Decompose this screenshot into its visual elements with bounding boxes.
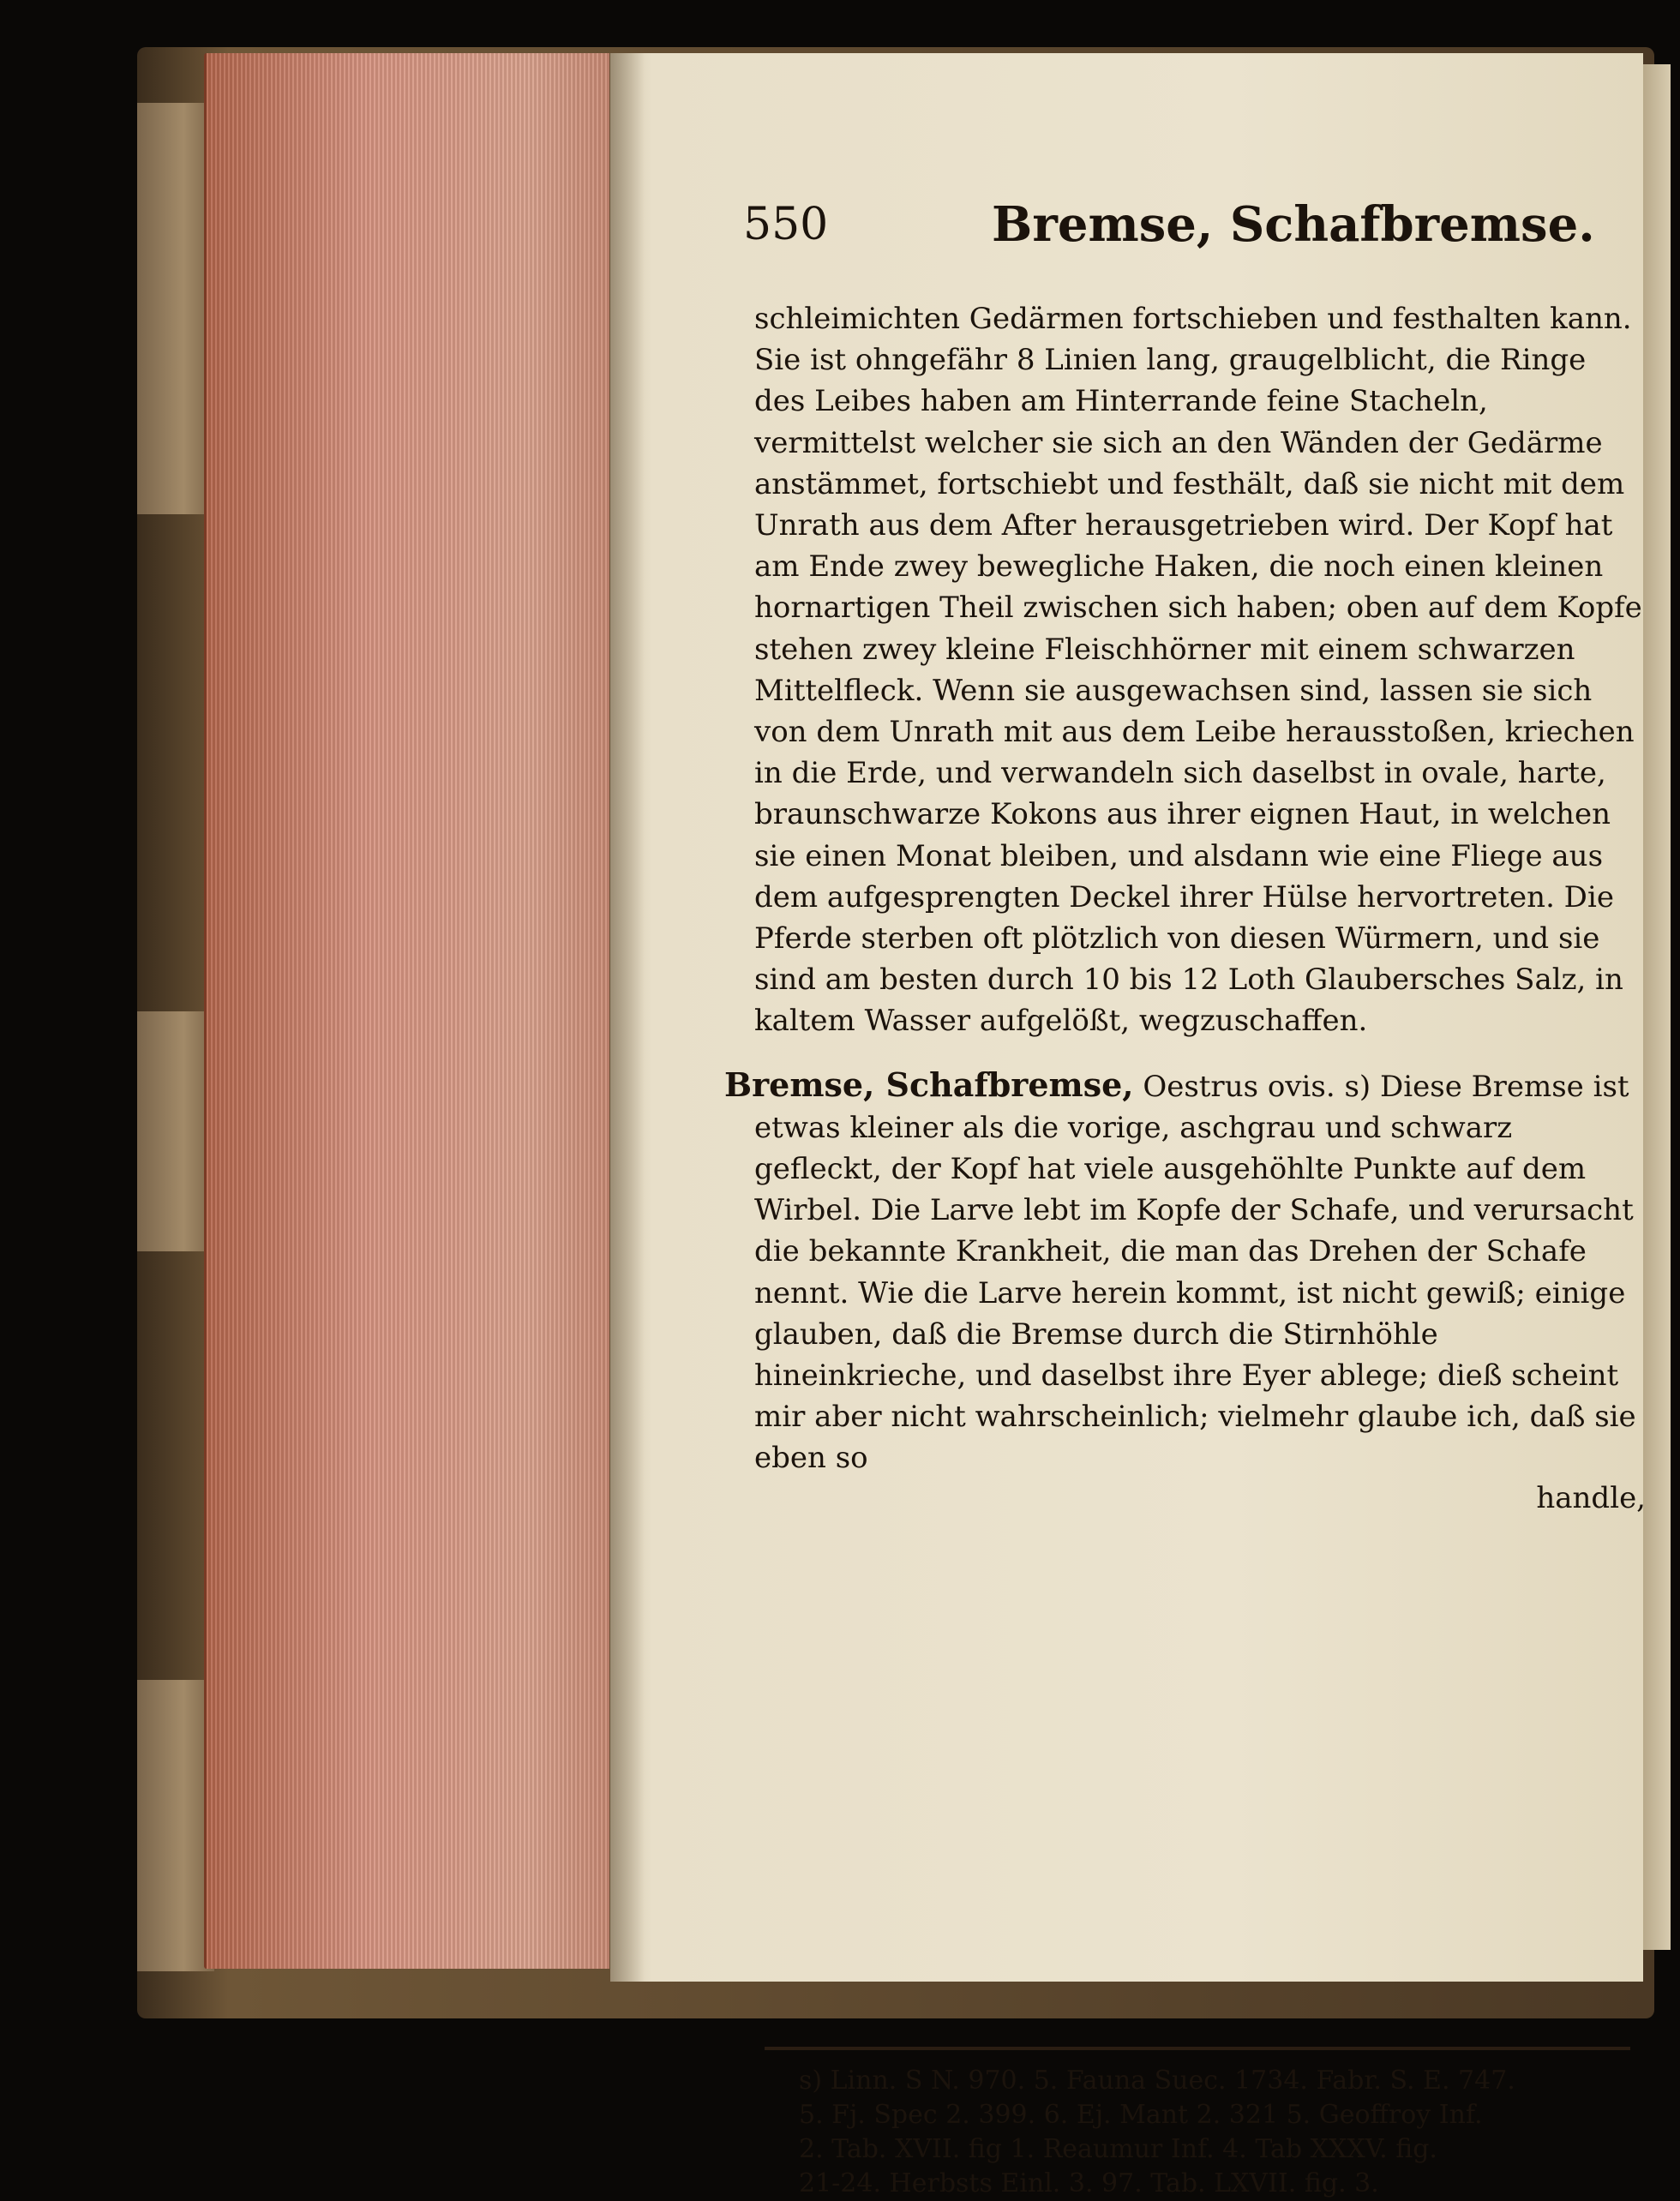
running-title: Bremse, Schafbremse. bbox=[992, 196, 1595, 253]
footnote-line-4: 21-24. Herbsts Einl. 3. 97. Tab. LXVII. fig. 3. bbox=[799, 2168, 1379, 2198]
book-page bbox=[610, 53, 1646, 2198]
facing-page-edge bbox=[1643, 64, 1671, 1950]
page-header bbox=[610, 160, 1643, 263]
entry-heading: Bremse, Schafbremse, bbox=[724, 1065, 1134, 1104]
page-number: 550 bbox=[743, 199, 829, 250]
footnote-line-3: 2. Tab. XVII. fig 1. Reaumur Inf. 4. Tab XXXV. fig. bbox=[799, 2134, 1437, 2164]
spine-band-lower bbox=[137, 1680, 214, 1971]
paragraph-1: schleimichten Gedärmen fortschieben und festhalten kann. Sie ist ohngefähr 8 Linien lang, graugelblicht, die Ringe des Leibes haben am Hinterrande feine Stacheln, vermittelst welcher sie sich an den Wänden der Gedärme anstämmet, fortschiebt und festhält, daß sie nicht mit dem Unrath aus dem After herausgetrieben wird. Der Kopf hat am Ende zwey bewegliche Haken, die noch einen kleinen hornartigen Theil zwischen sich haben; oben auf dem Kopfe stehen zwey kleine Fleischhörner mit einem schwarzen Mittelfleck. Wenn sie ausgewachsen sind, lassen sie sich von dem Unrath mit aus dem Leibe herausstoßen, kriechen in die Erde, und verwandeln sich daselbst in ovale, harte, braunschwarze Kokons aus ihrer eignen Haut, in welchen sie einen Monat bleiben, und alsdann wie eine Fliege aus dem aufgesprengten Deckel ihrer Hülse hervortreten. Die Pferde sterben oft plötzlich von diesen Würmern, und sie sind am besten durch 10 bis 12 Loth Glaubersches Salz, in kaltem Wasser aufgelößt, wegzuschaffen. bbox=[754, 302, 1642, 1039]
spine-band-upper bbox=[137, 103, 214, 514]
catchword: handle, bbox=[1536, 1480, 1646, 1515]
footnotes bbox=[799, 2064, 1656, 2201]
gutter-shadow bbox=[610, 53, 645, 1982]
entry-paragraph bbox=[724, 1065, 1646, 1479]
footnote-line-1: s) Linn. S N. 970. 5. Fauna Suec. 1734. Fabr. S. E. 747. bbox=[799, 2066, 1515, 2096]
footnote-rule bbox=[765, 2047, 1630, 2050]
spine-band-middle bbox=[137, 1011, 214, 1251]
page-edges bbox=[204, 53, 609, 1969]
paragraph-2: Diese Bremse ist etwas kleiner als die vorige, aschgrau und schwarz gefleckt, der Kopf hat viele ausgehöhlte Punkte auf dem Wirbel. Die Larve lebt im Kopfe der Schafe, und verursacht die bekannte Krankheit, die man das Drehen der Schafe nennt. Wie die Larve herein kommt, ist nicht gewiß; einige glauben, daß die Bremse durch die Stirnhöhle hineinkrieche, und daselbst ihre Eyer ablege; dieß scheint mir aber nicht wahrscheinlich; vielmehr glaube ich, daß sie eben so bbox=[754, 1069, 1636, 1476]
body-text bbox=[724, 298, 1646, 1519]
footnote-line-2: 5. Fj. Spec 2. 399. 6. Ej. Mant 2. 321 5. Geoffroy Inf. bbox=[799, 2100, 1483, 2130]
entry-latin-name: Oestrus ovis. s) bbox=[1143, 1069, 1371, 1104]
